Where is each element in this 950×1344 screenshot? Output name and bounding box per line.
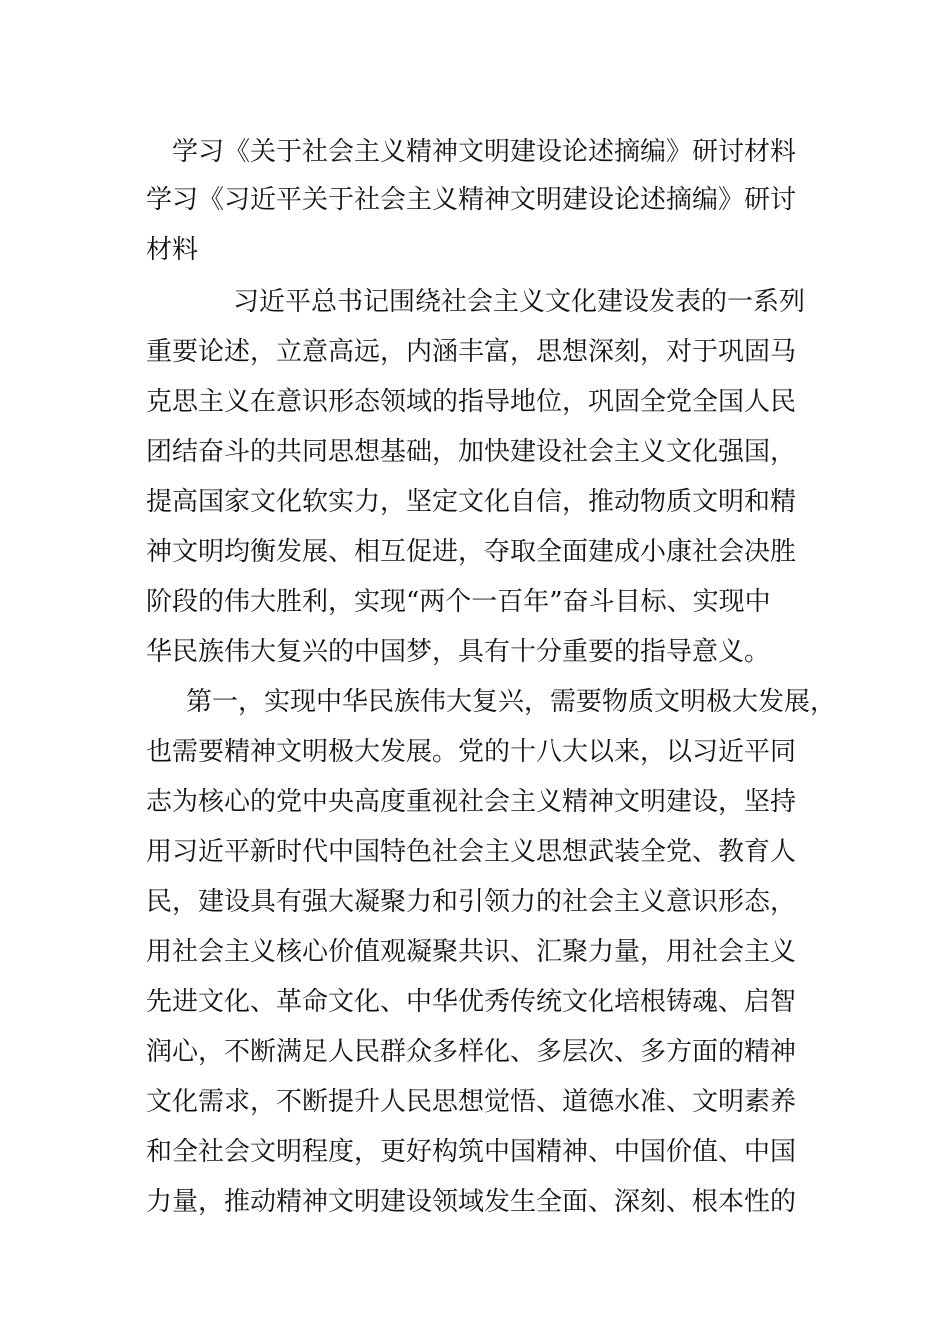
paragraph-line: 文化需求，不断提升人民思想觉悟、道德水准、文明素养 (146, 1087, 797, 1117)
paragraph-line: 华民族伟大复兴的中国梦，具有十分重要的指导意义。 (146, 637, 771, 667)
title-line: 学习《习近平关于社会主义精神文明建设论述摘编》研讨 (146, 185, 797, 215)
paragraph-line: 克思主义在意识形态领域的指导地位，巩固全党全国人民 (146, 387, 797, 417)
paragraph-line: 重要论述，立意高远，内涵丰富，思想深刻，对于巩固马 (146, 337, 797, 367)
paragraph-line: 也需要精神文明极大发展。党的十八大以来，以习近平同 (146, 737, 797, 767)
paragraph-line: 神文明均衡发展、相互促进，夺取全面建成小康社会决胜 (146, 537, 797, 567)
paragraph-line: 志为核心的党中央高度重视社会主义精神文明建设，坚持 (146, 787, 797, 817)
paragraph-line: 团结奋斗的共同思想基础，加快建设社会主义文化强国， (146, 437, 797, 467)
title-line: 材料 (146, 235, 199, 265)
paragraph-line: 第一，实现中华民族伟大复兴，需要物质文明极大发展， (186, 687, 837, 717)
paragraph-line: 提高国家文化软实力，坚定文化自信，推动物质文明和精 (146, 487, 797, 517)
paragraph-line: 用社会主义核心价值观凝聚共识、汇聚力量，用社会主义 (146, 937, 797, 967)
paragraph-line: 用习近平新时代中国特色社会主义思想武装全党、教育人 (146, 837, 797, 867)
heading-line: 学习《关于社会主义精神文明建设论述摘编》研讨材料 (172, 137, 797, 167)
paragraph-line: 润心，不断满足人民群众多样化、多层次、多方面的精神 (146, 1037, 797, 1067)
paragraph-line: 和全社会文明程度，更好构筑中国精神、中国价值、中国 (146, 1137, 797, 1167)
paragraph-line: 力量，推动精神文明建设领域发生全面、深刻、根本性的 (146, 1187, 797, 1217)
paragraph-line: 习近平总书记围绕社会主义文化建设发表的一系列 (233, 287, 806, 317)
paragraph-line: 民，建设具有强大凝聚力和引领力的社会主义意识形态， (146, 887, 797, 917)
paragraph-line: 先进文化、革命文化、中华优秀传统文化培根铸魂、启智 (146, 987, 797, 1017)
paragraph-line: 阶段的伟大胜利，实现“两个一百年”奋斗目标、实现中 (146, 587, 771, 617)
